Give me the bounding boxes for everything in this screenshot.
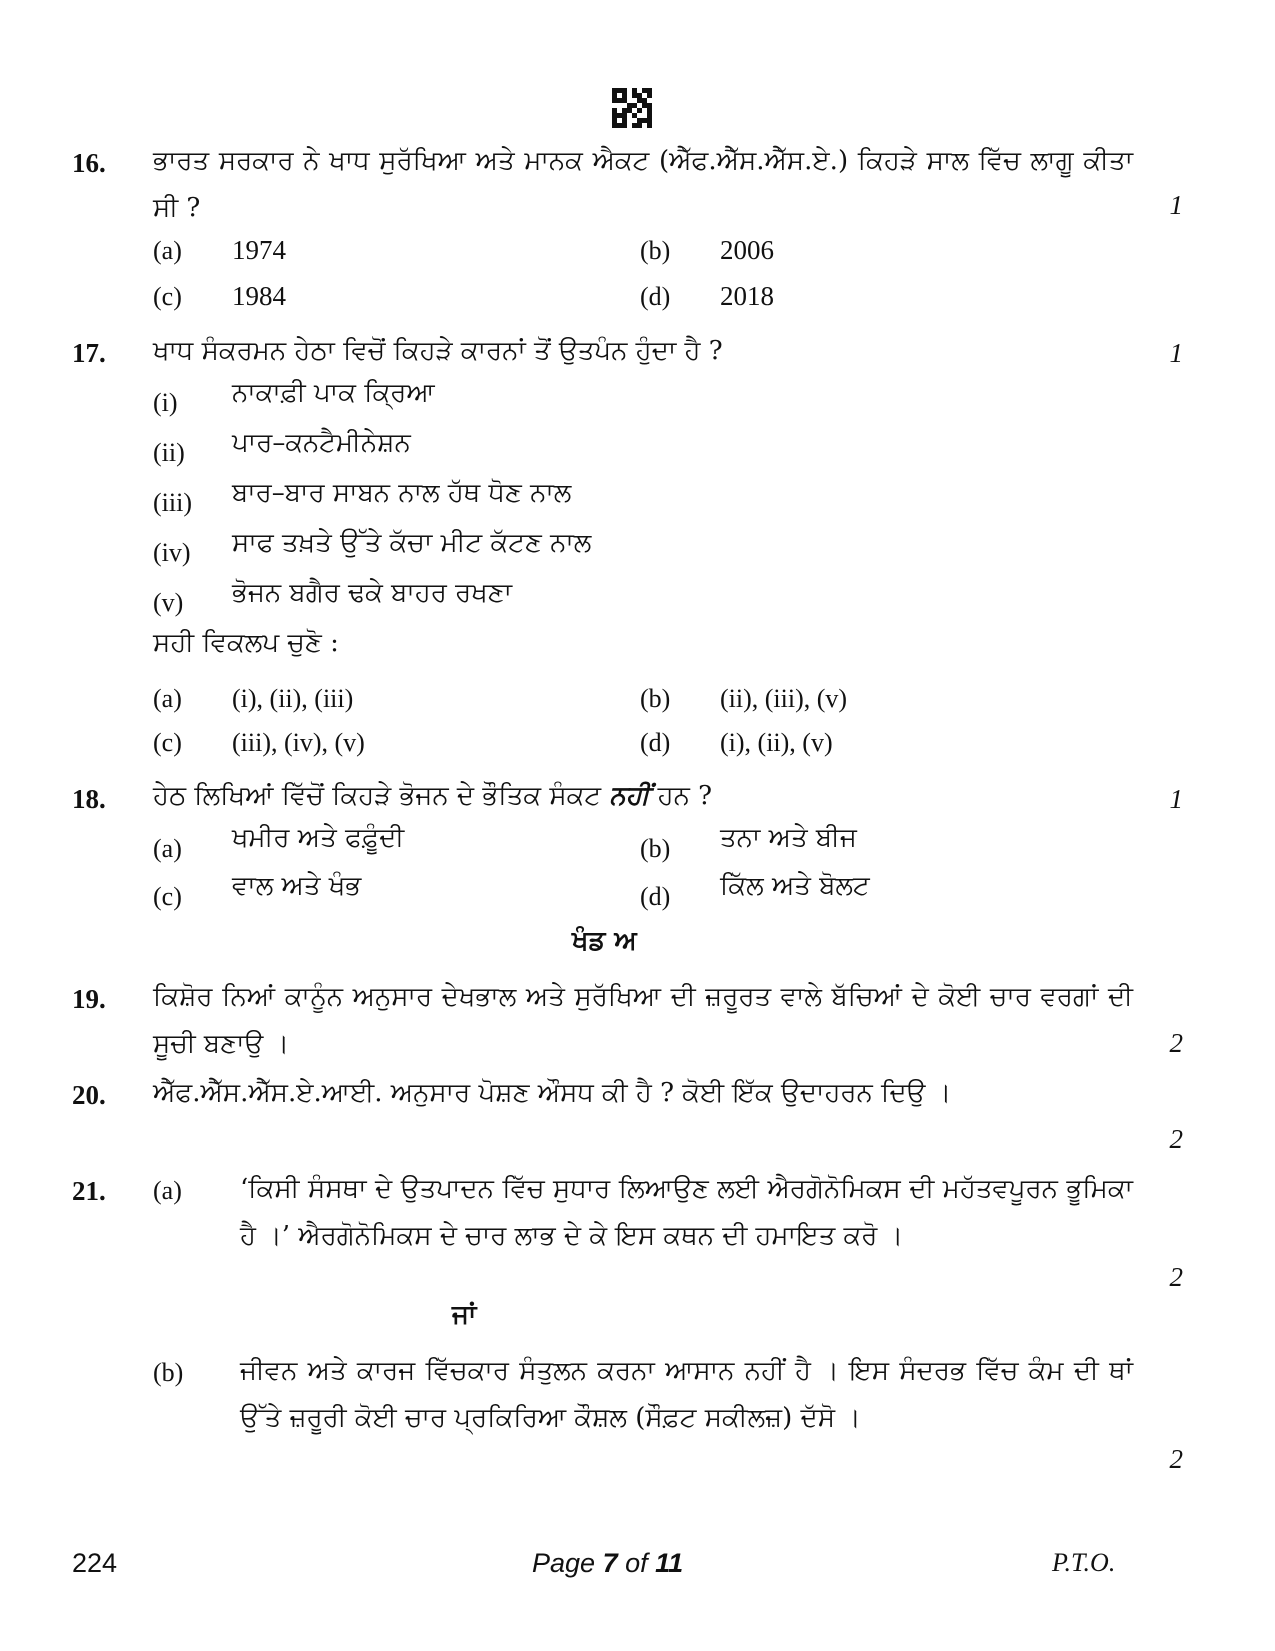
question-number: 19. [72,984,106,1014]
statement-text: ਨਾਕਾਫ਼ੀ ਪਾਕ ਕ੍ਰਿਆ [232,378,435,408]
option-value: (i), (ii), (v) [720,728,833,757]
option-value: 1984 [232,281,286,311]
option-value: ਤਨਾ ਅਤੇ ਬੀਜ [720,823,857,853]
option-value: 2006 [720,235,774,265]
statement-text: ਸਾਫ ਤਖ਼ਤੇ ਉੱਤੇ ਕੱਚਾ ਮੀਟ ਕੱਟਣ ਨਾਲ [232,528,592,558]
paper-code: 224 [72,1548,118,1578]
section-heading: ਖੰਡ ਅ [572,926,637,956]
question-marks: 1 [1169,190,1183,220]
option-label: (b) [640,236,671,265]
question-number: 16. [72,148,106,178]
question-text: ਕਿਸ਼ੋਰ ਨਿਆਂ ਕਾਨੂੰਨ ਅਨੁਸਾਰ ਦੇਖਭਾਲ ਅਤੇ ਸੁਰੱਖਿਆ ਦੀ ਜ਼ਰੂਰਤ ਵਾਲੇ ਬੱਚਿਆਂ ਦੇ ਕੋਈ ਚਾਰ ਵਰਗਾਂ ਦੀ ਸੂਚੀ ਬਣਾਉ । [153,982,1133,1059]
page-of: of [625,1548,648,1578]
question-text: ਐੱਫ.ਐੱਸ.ਐੱਸ.ਏ.ਆਈ. ਅਨੁਸਾਰ ਪੋਸ਼ਣ ਔਸਧ ਕੀ ਹੈ ? ਕੋਈ ਇੱਕ ਉਦਾਹਰਨ ਦਿਉ । [153,1078,952,1108]
option-value: 2018 [720,281,774,311]
statement-label: (iv) [153,538,191,567]
page-total: 11 [655,1548,684,1578]
question-text: ਖਾਧ ਸੰਕਰਮਨ ਹੇਠਾ ਵਿਚੋਂ ਕਿਹੜੇ ਕਾਰਨਾਂ ਤੋਂ ਉਤਪੰਨ ਹੁੰਦਾ ਹੈ ? [153,336,723,366]
option-label: (b) [640,684,671,713]
option-label: (b) [640,834,671,863]
part-marks: 2 [1169,1444,1183,1474]
please-turn-over: P.T.O. [1052,1548,1116,1577]
option-value: ਵਾਲ ਅਤੇ ਖੰਭ [232,871,362,901]
question-marks: 2 [1169,1124,1183,1154]
option-value: (ii), (iii), (v) [720,684,848,713]
page-current: 7 [602,1548,618,1578]
option-label: (d) [640,282,671,311]
part-text: ਜੀਵਨ ਅਤੇ ਕਾਰਜ ਵਿੱਚਕਾਰ ਸੰਤੁਲਨ ਕਰਨਾ ਆਸਾਨ ਨਹੀਂ ਹੈ । ਇਸ ਸੰਦਰਭ ਵਿੱਚ ਕੰਮ ਦੀ ਥਾਂ ਉੱਤੇ ਜ਼ਰੂਰੀ ਕੋਈ ਚਾਰ ਪ੍ਰਕਿਰਿਆ ਕੌਸ਼ਲ (ਸੌਫ਼ਟ ਸਕੀਲਜ਼) ਦੱਸੋ । [240,1356,1133,1433]
statement-text: ਬਾਰ–ਬਾਰ ਸਾਬਨ ਨਾਲ ਹੱਥ ਧੋਣ ਨਾਲ [232,478,572,508]
option-label: (c) [153,882,182,911]
question-text-before: ਹੇਠ ਲਿਖਿਆਂ ਵਿੱਚੋਂ ਕਿਹੜੇ ਭੋਜਨ ਦੇ ਭੌਤਿਕ ਸੰਕਟ [153,781,602,811]
option-label: (c) [153,728,182,757]
part-label: (a) [153,1176,182,1205]
question-marks: 1 [1169,784,1183,814]
option-label: (c) [153,282,182,311]
option-value: (iii), (iv), (v) [232,728,365,757]
option-value: 1974 [232,235,286,265]
statement-label: (ii) [153,438,185,467]
part-marks: 2 [1169,1262,1183,1292]
option-label: (a) [153,236,182,265]
negation-emphasis: ਨਹੀਂ [609,781,650,811]
page-indicator [532,1548,683,1579]
option-label: (d) [640,882,671,911]
or-separator: ਜਾਂ [452,1300,477,1330]
option-value: (i), (ii), (iii) [232,684,354,713]
question-number: 20. [72,1080,106,1110]
qr-code-icon [612,88,652,128]
statement-text: ਪਾਰ–ਕਨਟੈਮੀਨੇਸ਼ਨ [232,428,411,458]
statement-label: (iii) [153,488,192,517]
choose-prompt: ਸਹੀ ਵਿਕਲਪ ਚੁਣੋ : [153,628,339,658]
option-label: (a) [153,834,182,863]
option-label: (d) [640,728,671,757]
question-text: ਭਾਰਤ ਸਰਕਾਰ ਨੇ ਖਾਧ ਸੁਰੱਖਿਆ ਅਤੇ ਮਾਨਕ ਐਕਟ (ਐੱਫ.ਐੱਸ.ਐੱਸ.ਏ.) ਕਿਹੜੇ ਸਾਲ ਵਿੱਚ ਲਾਗੂ ਕੀਤਾ ਸੀ ? [153,146,1133,223]
option-value: ਖਮੀਰ ਅਤੇ ਫਫ਼ੂੰਦੀ [232,823,405,853]
statement-label: (i) [153,388,178,417]
question-number: 18. [72,784,106,814]
option-value: ਕਿੱਲ ਅਤੇ ਬੋਲਟ [720,871,870,901]
question-number: 17. [72,338,106,368]
statement-label: (v) [153,588,184,617]
question-number: 21. [72,1176,106,1206]
page-prefix: Page [532,1548,596,1578]
question-marks: 2 [1169,1028,1183,1058]
question-marks: 1 [1169,338,1183,368]
option-label: (a) [153,684,182,713]
question-text-after: ਹਨ ? [657,781,713,811]
part-text: ‘ਕਿਸੀ ਸੰਸਥਾ ਦੇ ਉਤਪਾਦਨ ਵਿੱਚ ਸੁਧਾਰ ਲਿਆਉਣ ਲਈ ਐਰਗੋਨੋਮਿਕਸ ਦੀ ਮਹੱਤਵਪੂਰਨ ਭੂਮਿਕਾ ਹੈ ।’ ਐਰਗੋਨੋਮਿਕਸ ਦੇ ਚਾਰ ਲਾਭ ਦੇ ਕੇ ਇਸ ਕਥਨ ਦੀ ਹਮਾਇਤ ਕਰੋ । [240,1174,1133,1251]
part-label: (b) [153,1358,184,1387]
statement-text: ਭੋਜਨ ਬਗੈਰ ਢਕੇ ਬਾਹਰ ਰਖਣਾ [232,578,513,608]
question-text [153,773,1133,820]
